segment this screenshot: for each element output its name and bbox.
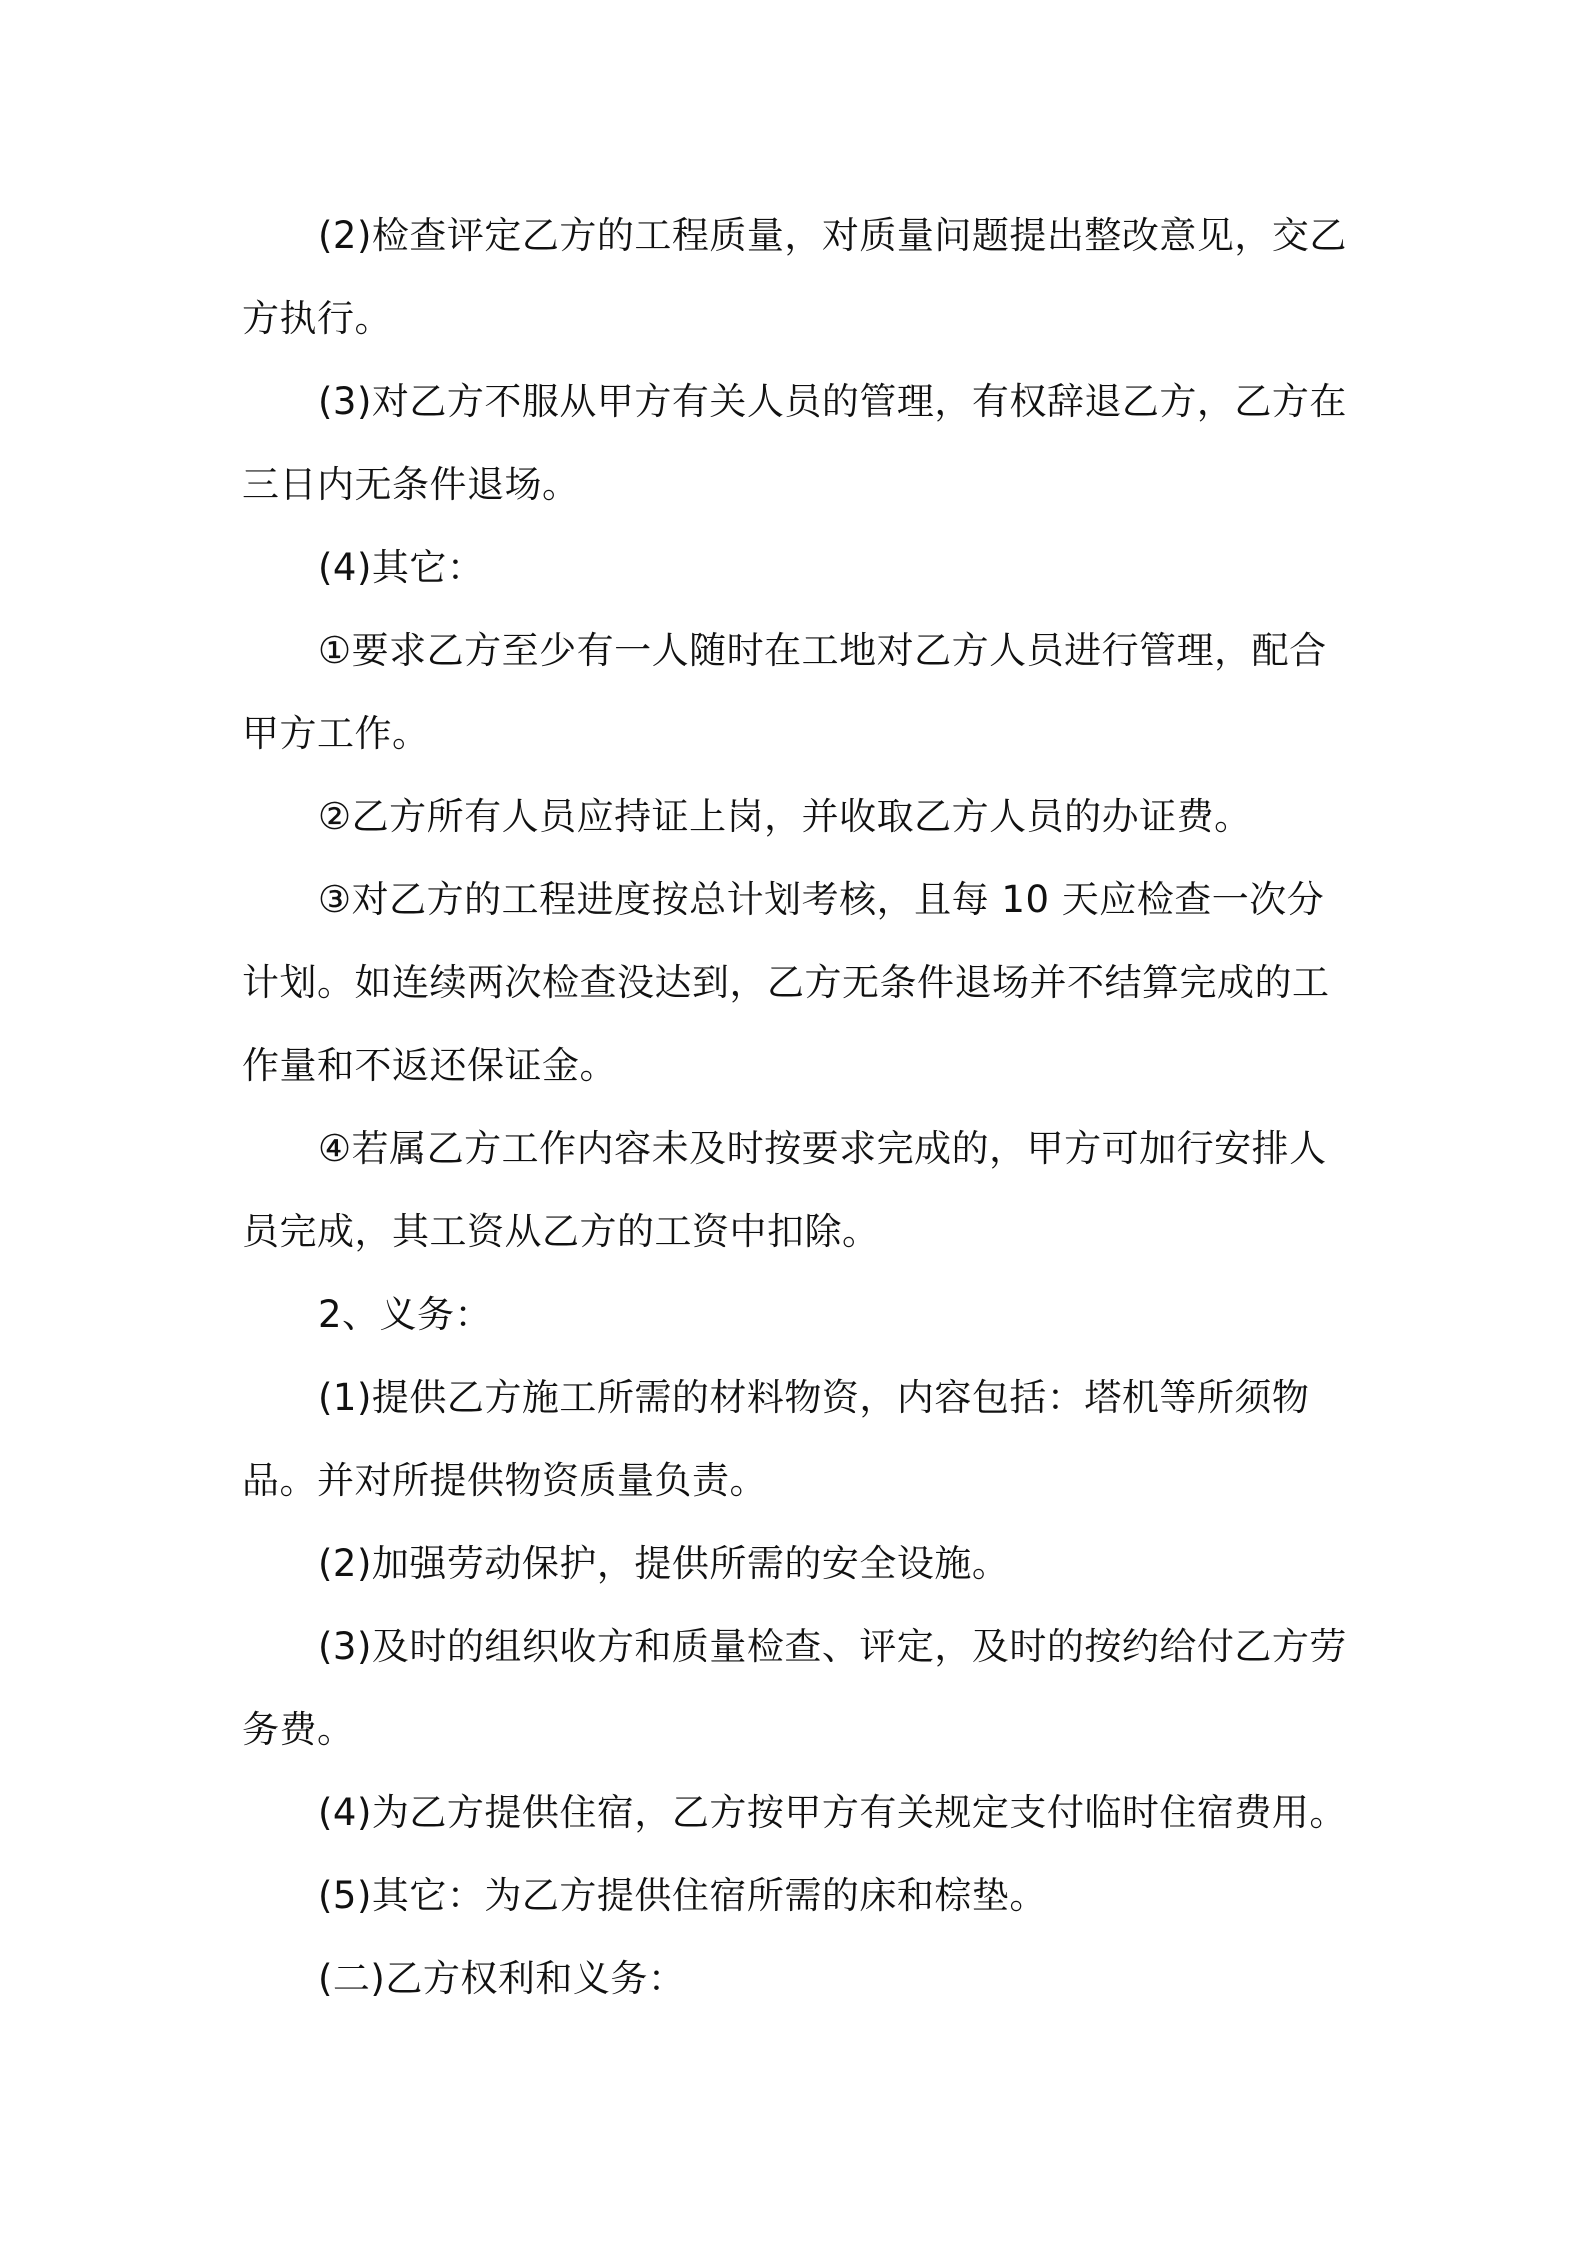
paragraph-other-heading: (4)其它： (318, 546, 485, 589)
paragraph-item-4: ④若属乙方工作内容未及时按要求完成的，甲方可加行安排人员完成，其工资从乙方的工资中扣除。 (242, 1127, 1327, 1253)
paragraph-obligation-2: (2)加强劳动保护，提供所需的安全设施。 (318, 1542, 1010, 1585)
paragraph-obligation-1: (1)提供乙方施工所需的材料物资，内容包括：塔机等所须物品。并对所提供物资质量负责。 (242, 1376, 1310, 1502)
paragraph-dismiss-right: (3)对乙方不服从甲方有关人员的管理，有权辞退乙方，乙方在三日内无条件退场。 (242, 380, 1347, 506)
section-heading-obligations: 2、义务： (318, 1293, 493, 1336)
paragraph-item-2: ②乙方所有人员应持证上岗，并收取乙方人员的办证费。 (318, 795, 1252, 838)
paragraph-obligation-5: (5)其它：为乙方提供住宿所需的床和棕垫。 (318, 1874, 1047, 1917)
paragraph-obligation-4: (4)为乙方提供住宿，乙方按甲方有关规定支付临时住宿费用。 (318, 1791, 1347, 1834)
paragraph-item-3: ③对乙方的工程进度按总计划考核，且每 10 天应检查一次分计划。如连续两次检查没达到，乙方无条件退场并不结算完成的工作量和不返还保证金。 (242, 878, 1330, 1087)
paragraph-inspect-quality: (2)检查评定乙方的工程质量，对质量问题提出整改意见，交乙方执行。 (242, 214, 1347, 340)
document-body (242, 194, 1352, 2020)
section-heading-party-b: (二)乙方权利和义务： (318, 1957, 686, 2000)
paragraph-obligation-3: (3)及时的组织收方和质量检查、评定，及时的按约给付乙方劳务费。 (242, 1625, 1347, 1751)
paragraph-item-1: ①要求乙方至少有一人随时在工地对乙方人员进行管理，配合甲方工作。 (242, 629, 1327, 755)
